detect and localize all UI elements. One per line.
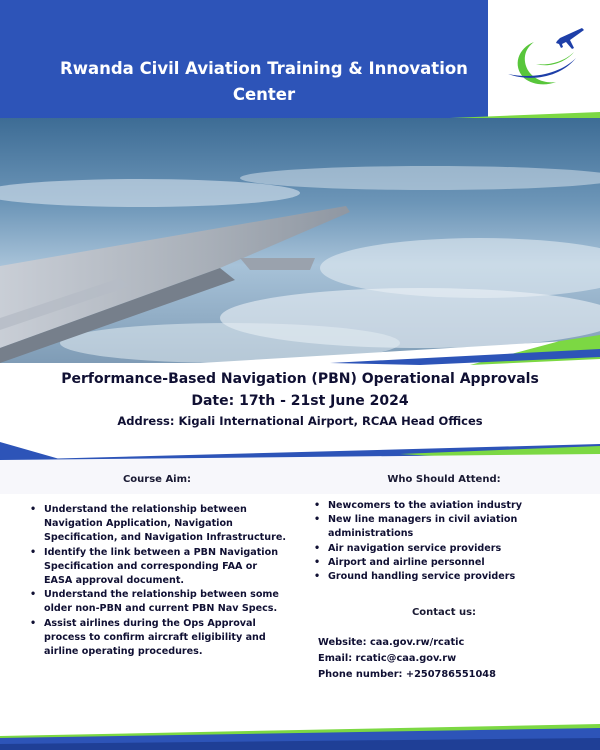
airplane-wing-photo <box>0 118 600 363</box>
contact-email[interactable]: Email: rcatic@caa.gov.rw <box>318 653 457 664</box>
list-item: • Understand the relationship between some older non-PBN and current PBN Nav Specs. <box>26 588 288 616</box>
logo <box>488 0 600 118</box>
course-aim-list <box>26 503 288 659</box>
course-aim-section <box>26 474 288 659</box>
contact-phone[interactable]: Phone number: +250786551048 <box>318 669 496 680</box>
event-date: Date: 17th - 21st June 2024 <box>191 393 409 409</box>
audience-list <box>310 499 578 584</box>
contact-website[interactable]: Website: caa.gov.rw/rcatic <box>318 637 465 648</box>
footer-decorative-band <box>0 708 600 750</box>
airplane-globe-logo-icon <box>496 8 592 108</box>
course-aim-heading: Course Aim: <box>122 474 192 485</box>
contact-heading: Contact us: <box>411 607 477 618</box>
organization-title: Rwanda Civil Aviation Training & Innovation Center <box>60 59 468 104</box>
list-item: • Assist airlines during the Ops Approval process to confirm aircraft eligibility and airline operating procedures. <box>26 617 288 660</box>
list-item: • Identify the link between a PBN Navigation Specification and corresponding FAA or EASA approval document. <box>26 546 288 589</box>
list-item: • Air navigation service providers <box>310 542 578 556</box>
airplane-wing-over-clouds <box>0 118 600 363</box>
list-item: • Newcomers to the aviation industry <box>310 499 578 513</box>
list-item: • Ground handling service providers <box>310 570 578 584</box>
event-address: Address: Kigali International Airport, RCAA Head Offices <box>117 414 483 428</box>
who-should-attend-heading: Who Should Attend: <box>387 474 501 485</box>
who-should-attend-section <box>310 474 578 584</box>
list-item: • Understand the relationship between Navigation Application, Navigation Specification, and Navigation Infrastructure. <box>26 503 288 546</box>
list-item: • New line managers in civil aviation administrations <box>310 513 578 541</box>
list-item: • Airport and airline personnel <box>310 556 578 570</box>
event-title: Performance-Based Navigation (PBN) Operational Approvals <box>61 371 539 387</box>
photo-bottom-stripe <box>0 335 600 375</box>
contact-details <box>318 635 578 683</box>
